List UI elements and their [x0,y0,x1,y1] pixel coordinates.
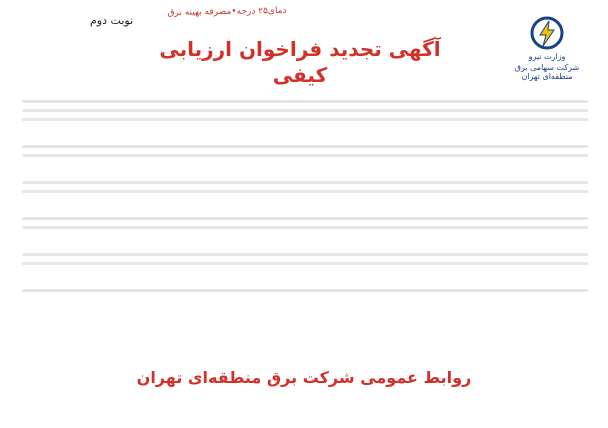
notice-body [22,82,588,350]
paragraph [22,82,588,94]
text-line-placeholder [22,118,588,121]
text-line-placeholder [22,190,588,193]
text-line-placeholder [22,226,588,229]
paragraph [22,127,588,139]
text-line-placeholder [22,145,588,148]
header-stamp: دمای۲۵ درجه•مصرفه بهینه برق [167,5,287,19]
text-line-placeholder [22,253,588,256]
text-line-placeholder [22,181,588,184]
logo-caption-line1: وزارت نیرو [528,52,566,61]
paragraph [22,235,588,247]
issue-label: نوبت دوم [90,14,134,27]
text-line-placeholder [22,262,588,265]
text-line-placeholder [22,109,588,112]
text-line-placeholder [22,154,588,157]
paragraph [22,163,588,175]
logo-caption-line2: شرکت سهامی برق منطقه‌ای تهران [514,63,580,81]
text-line-placeholder [22,100,588,103]
notice-headline: آگهی تجدید فراخوان ارزیابی کیفی [159,37,441,87]
lightning-pylon-icon [527,16,567,50]
company-logo [502,16,592,80]
paragraph [22,271,588,283]
paragraph [22,199,588,211]
text-line-placeholder [22,289,588,292]
text-line-placeholder [22,217,588,220]
paragraph [22,298,588,310]
footer-signature: روابط عمومی شرکت برق منطقه‌ای تهران [136,368,472,387]
